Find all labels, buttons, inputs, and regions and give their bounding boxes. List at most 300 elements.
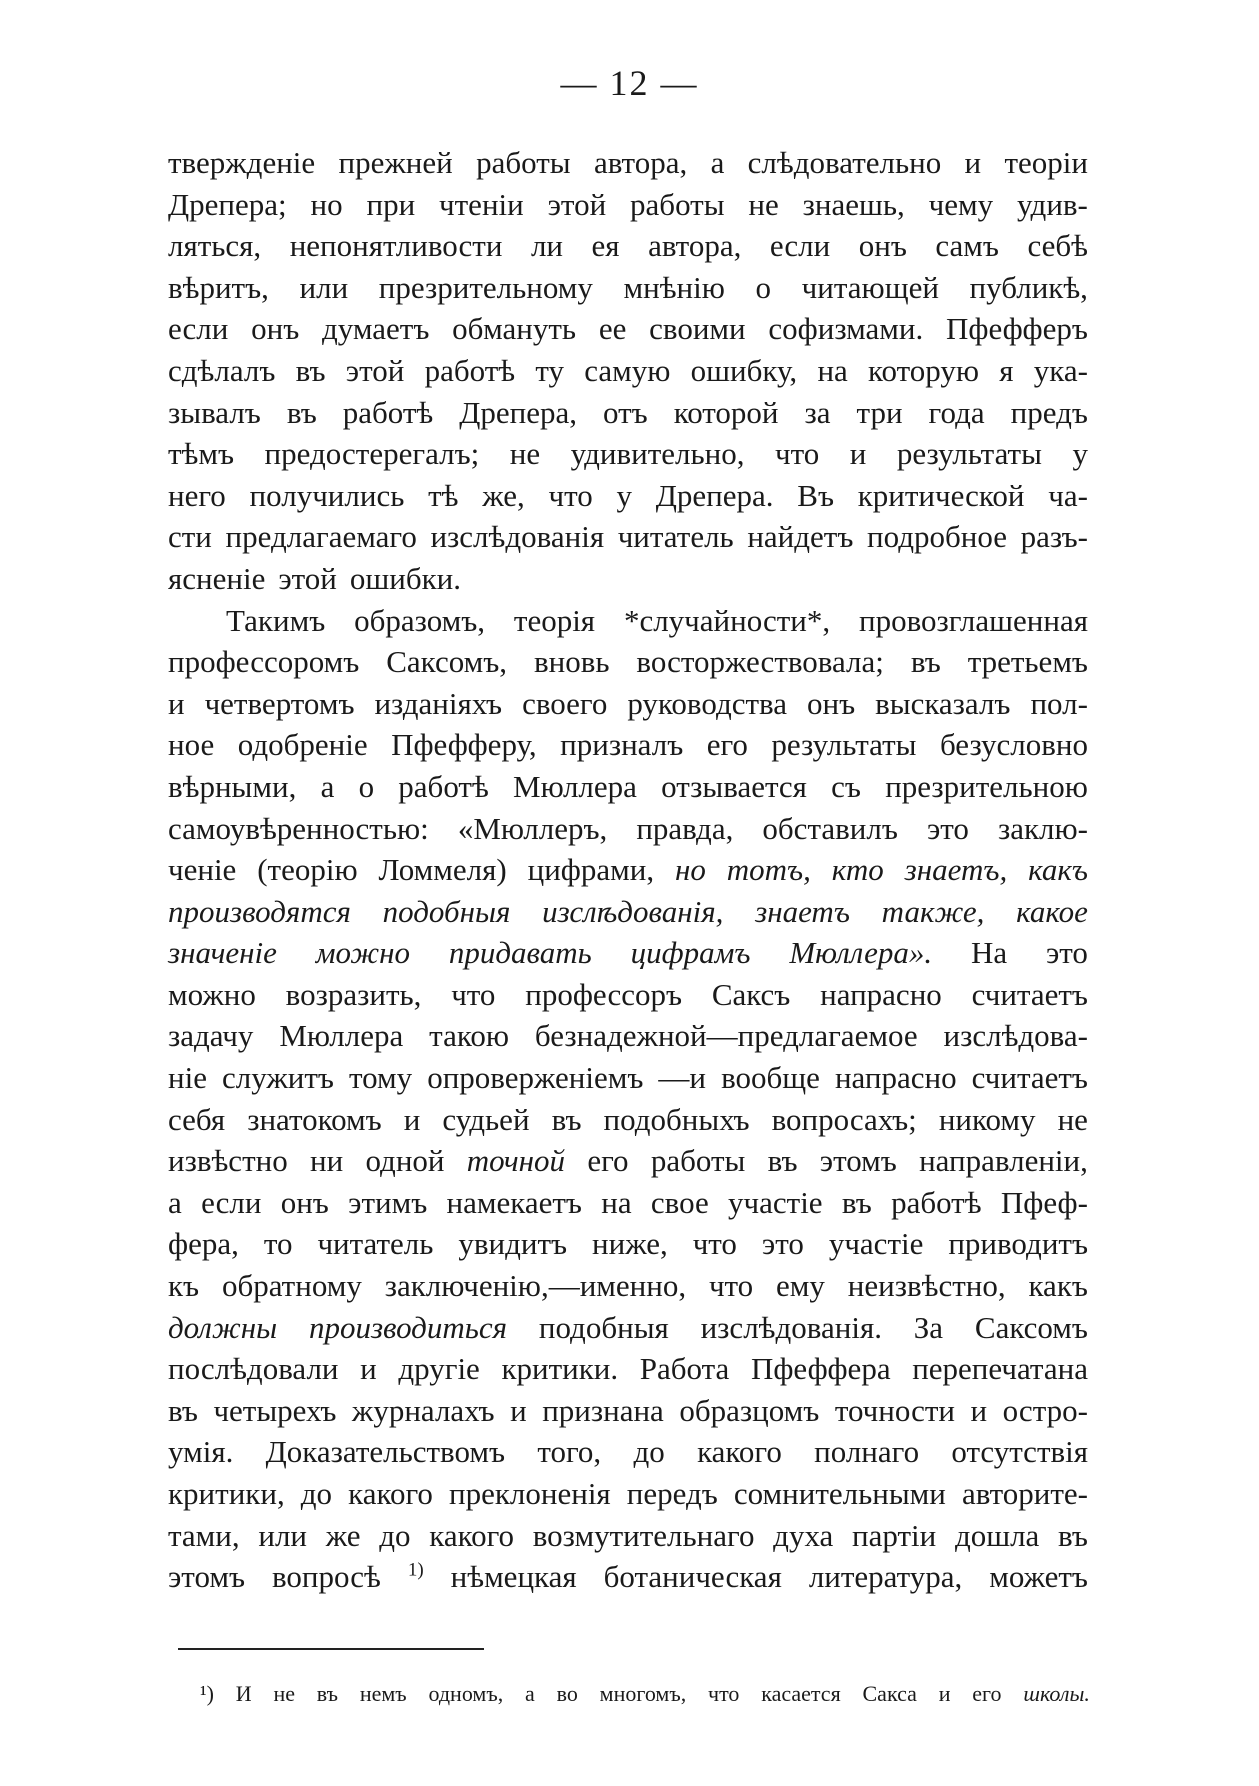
word: и [964,145,982,180]
word: вопросѣ [271,1559,381,1595]
word: удивительно, [570,436,745,472]
footnote [200,1681,1090,1707]
word: ея [591,228,620,264]
text-line [168,683,1088,725]
word: Саксъ [711,976,791,1012]
word: подобныя [382,893,511,929]
word: можно [315,935,410,971]
word: неизвѣстно, [847,1268,1006,1304]
word: подобныя [538,1309,669,1345]
word: въ [767,1143,798,1179]
word: читатель [617,519,734,555]
word: Пфефферу, [391,727,537,763]
word: о [358,768,375,804]
word: три [856,394,903,430]
word: его [587,1143,629,1179]
text-line [168,1515,1088,1557]
word: кто [831,852,884,888]
word: года [928,394,985,430]
word: того, [537,1434,602,1470]
word: возразить, [285,976,422,1012]
word: цифрамъ [630,935,751,971]
word: въ [295,352,326,388]
word: при [366,186,416,222]
word: но [310,186,343,222]
word: автора, [648,228,742,264]
word: что [451,976,496,1012]
word: можно [168,976,256,1012]
text-line [168,1390,1088,1432]
word: чтеніи [439,186,524,222]
word: полнаго [814,1434,920,1470]
word: которой [673,394,779,430]
word: приводитъ [948,1226,1088,1262]
word: образцомъ [679,1392,820,1428]
word: ему [776,1268,825,1304]
text-line [168,600,1088,642]
word: этой [345,352,405,388]
word: партіи [852,1517,937,1553]
text-line [168,891,1088,933]
word: производиться [308,1309,508,1345]
word: руководства [627,685,788,721]
word: предлагаемаго [225,519,417,555]
word: не [509,436,541,472]
text-line [168,849,1088,891]
word: самую [584,352,671,388]
word: подобныхъ [603,1101,750,1137]
word: сомнительными [733,1476,946,1511]
word: работѣ [342,394,434,430]
word: работы [650,1143,746,1179]
text-line [168,308,1088,350]
word: подробное [867,519,1007,555]
word: и [510,1392,527,1428]
footnote-word: ¹) [200,1681,214,1706]
word: ту [535,352,564,388]
word: участіе [728,1184,823,1220]
text-line [168,1307,1088,1349]
word: что [692,1226,737,1262]
footnote-word: что [708,1681,740,1706]
footnote-word: одномъ, [428,1681,504,1706]
word: извѣстно [168,1143,288,1179]
word: и [970,1392,988,1428]
word: изслѣдованія, [542,893,724,929]
text-line [168,1223,1088,1265]
word: это [926,810,969,846]
word: можетъ [989,1559,1088,1595]
word: Ломмеля) [378,852,507,888]
word: напрасно [834,1060,957,1096]
word: работѣ [398,768,489,804]
word: ниже, [592,1226,668,1262]
word: отъ [603,394,648,430]
word: тѣ [428,477,459,513]
word: безусловно [939,727,1088,763]
word: его [706,727,748,763]
word: публикѣ, [969,269,1088,305]
word: *случайности*, [623,602,831,638]
word: какъ [1028,1268,1088,1304]
word: ясненіе [168,560,266,596]
word: Въ [797,477,834,513]
word: читатель [317,1226,434,1262]
word: у [616,477,632,513]
word: въ [1058,1517,1088,1553]
text-line [168,1473,1088,1515]
word: Мюллера». [789,935,933,971]
word: я [999,352,1014,388]
word: софизмами. [768,311,924,347]
word: Дрепера; [168,186,287,222]
word: тами, [168,1517,240,1553]
word: За [913,1309,944,1345]
word: дошла [954,1517,1040,1553]
footnote-word: не [273,1681,295,1706]
word: третьемъ [967,644,1088,680]
word: или [258,1517,308,1553]
word: считаетъ [971,976,1088,1012]
word: ли [530,228,563,264]
word: вѣрными, [168,768,297,804]
word: служитъ [222,1060,334,1096]
footnote-word: и [938,1681,951,1706]
text-line [168,433,1088,475]
word: сдѣлалъ [168,352,276,388]
text-line [168,1099,1088,1141]
word: удив- [1017,186,1088,222]
text-line [168,267,1088,309]
word: непонятливости [289,228,503,264]
word: него [168,477,226,513]
word: восторжествовала; [636,644,884,680]
word: и [168,685,185,721]
word: профессоръ [525,976,682,1012]
word: задачу [168,1018,254,1054]
word: возмутительнаго [532,1517,755,1553]
word: производятся [168,893,351,929]
word: обратному [221,1268,362,1304]
word: такою [429,1018,509,1054]
word: 1) [407,1559,424,1581]
text-line [168,516,1088,558]
word: твержденіе [168,145,316,180]
word: увидитъ [458,1226,568,1262]
word: значеніе [168,935,277,971]
word: четырехъ [213,1392,337,1428]
word: вообще [721,1060,820,1096]
text-line [168,1182,1088,1224]
word: въ [841,1184,872,1220]
word: получились [249,477,405,513]
word: зывалъ [168,394,261,430]
word: высказалъ [875,685,1011,721]
word: чему [928,186,994,222]
word: передъ [626,1476,718,1511]
word: съ [831,768,861,804]
word: ляться, [168,228,262,264]
word: Саксомъ [974,1309,1088,1345]
word: презрительному [378,269,593,305]
word: думаетъ [322,311,430,347]
word: фера, [168,1226,239,1262]
word: знатокомъ [247,1101,382,1137]
text-line [168,1140,1088,1182]
word: Доказательствомъ [265,1434,506,1470]
word: отзывается [661,768,807,804]
footnote-word: касается [761,1681,841,1706]
word: изданіяхъ [374,685,503,721]
word: вновь [533,644,610,680]
word: работѣ [424,352,516,388]
word: Пфеф- [1000,1184,1088,1220]
word: автора, [593,145,688,180]
word: правда, [636,810,734,846]
word: онъ [251,311,300,347]
word: что [708,1268,754,1304]
word: придавать [448,935,592,971]
word: Такимъ [226,602,326,638]
footnote-word: Сакса [862,1681,917,1706]
footnote-word: а [525,1681,535,1706]
word: до [379,1517,411,1553]
word: ченіе [168,852,237,888]
word: то [263,1226,293,1262]
word: за [804,394,831,430]
word: никому [938,1101,1036,1137]
word: или [299,269,349,305]
word: это [761,1226,804,1262]
word: напрасно [820,976,942,1012]
word: ча- [1048,477,1088,513]
word: предъ [1010,394,1088,430]
footnote-word: во [556,1681,578,1706]
word: до [300,1476,333,1511]
text-line [168,1431,1088,1473]
word: теоріи [1004,145,1088,180]
word: предостерегалъ; [264,436,480,472]
word: самоувѣренностью: [168,810,429,846]
word: вопросахъ; [771,1101,917,1137]
word: критической [857,477,1025,513]
word: изслѣдованія [430,519,605,555]
word: знаетъ [755,893,850,929]
word: разъ- [1020,519,1088,555]
word: Дрепера. [655,477,774,513]
word: къ [168,1268,200,1304]
word: теорія [513,602,596,638]
word: намекаетъ [446,1184,582,1220]
text-line [168,558,1088,600]
word: ошибку, [690,352,798,388]
word: работы [476,145,571,180]
word: ука- [1033,352,1088,388]
text-line [168,1556,1088,1598]
word: у [1072,436,1088,472]
text-line [168,350,1088,392]
word: участіе [828,1226,924,1262]
word: въ [551,1101,582,1137]
word: результаты [896,436,1042,472]
word: же, [482,477,525,513]
word: вѣритъ, [168,269,269,305]
word: На [970,935,1008,971]
word: онъ [858,228,907,264]
footnote-word: И [235,1681,252,1706]
word: не [748,186,779,222]
word: этомъ [819,1143,897,1179]
text-line [168,392,1088,434]
word: но [674,852,706,888]
word: изслѣдованія. [700,1309,882,1345]
word: должны [168,1309,278,1345]
word: работы [630,186,725,222]
text-line [168,1265,1088,1307]
word: знаетъ, [904,852,1008,888]
text-line [168,641,1088,683]
word: остро- [1002,1392,1088,1428]
text-line [168,475,1088,517]
word: если [201,1184,262,1220]
word: мнѣнію [623,269,725,305]
word: считаетъ [971,1060,1088,1096]
word: въ [168,1392,198,1428]
footnote-word: въ [316,1681,339,1706]
word: не [1057,1101,1088,1137]
text-line [168,225,1088,267]
footnote-word: его [972,1681,1002,1706]
word: самъ [935,228,999,264]
word: другіе [398,1351,480,1387]
footnote-word: школы. [1023,1681,1090,1706]
word: ее [598,311,627,347]
word: этимъ [348,1184,428,1220]
word: точной [466,1143,566,1179]
word: изслѣдова- [943,1018,1088,1054]
word: критики. [501,1351,619,1387]
word: а [168,1184,182,1220]
word: и [849,436,867,472]
word: перепечатана [912,1351,1088,1387]
word: если [769,228,831,264]
word: направленіи, [919,1143,1088,1179]
word: онъ [807,685,856,721]
word: этомъ [168,1559,246,1595]
word: преклоненія [449,1476,611,1511]
word: найдетъ [747,519,854,555]
word: читающей [801,269,939,305]
word: ное [168,727,215,763]
word: признана [542,1392,664,1428]
word: это [1045,935,1088,971]
word: отсутствія [951,1434,1088,1470]
word: точности [834,1392,955,1428]
word: духа [773,1517,834,1553]
word: если [168,311,229,347]
text-line [168,1057,1088,1099]
word: этой [278,560,337,596]
word: какъ [1028,852,1088,888]
word: этой [547,186,607,222]
word: на [817,352,848,388]
word: судьей [442,1101,530,1137]
word: обмануть [452,311,577,347]
word: до [633,1434,665,1470]
word: «Мюллеръ, [457,810,608,846]
word: себя [168,1101,226,1137]
word: образомъ, [354,602,486,638]
footnote-rule [178,1648,484,1650]
word: и [360,1351,377,1387]
word: какого [697,1434,782,1470]
word: себѣ [1027,228,1088,264]
text-line [168,932,1088,974]
word: безнадежной—предлагаемое [534,1018,918,1054]
word: ніе [168,1060,207,1096]
word: четвертомъ [204,685,355,721]
word: Мюллера [513,768,637,804]
word: свое [650,1184,709,1220]
word: одобреніе [237,727,368,763]
word: и [403,1101,421,1137]
word: цифрами, [527,852,655,888]
word: своего [522,685,608,721]
word: профессоромъ [168,644,360,680]
word: заключенію,—именно, [384,1268,687,1304]
word: въ [286,394,317,430]
word: какое [1016,893,1088,929]
word: ни [309,1143,344,1179]
page-number: — 12 — [560,63,699,103]
word: (теорію [257,852,358,888]
text-line [168,808,1088,850]
word: работѣ [891,1184,982,1220]
text-line [168,724,1088,766]
word: заклю- [997,810,1088,846]
footnote-word: немъ [359,1681,407,1706]
word: въ [910,644,941,680]
word: —и [658,1060,707,1096]
word: призналъ [560,727,684,763]
word: Пфеффера [750,1351,891,1387]
footnote-word: многомъ, [599,1681,687,1706]
word: а [710,145,725,180]
word: знаешь, [802,186,905,222]
word: умія. [168,1434,234,1470]
word: какого [348,1476,433,1511]
text-line [168,766,1088,808]
word: обставилъ [762,810,898,846]
word: слѣдовательно [747,145,942,180]
word: Мюллера [279,1018,404,1054]
word: также, [881,893,985,929]
word: ботаническая [603,1559,782,1595]
word: же [325,1517,361,1553]
word: своими [649,311,746,347]
word: нѣмецкая [450,1559,577,1595]
word: прежней [338,145,453,180]
word: пол- [1030,685,1088,721]
word: онъ [280,1184,329,1220]
word: Работа [639,1351,730,1387]
word: тѣмъ [168,436,235,472]
word: а [320,768,335,804]
word: провозглашенная [859,602,1088,638]
word: тотъ, [726,852,811,888]
word: что [775,436,820,472]
word: тому [348,1060,413,1096]
